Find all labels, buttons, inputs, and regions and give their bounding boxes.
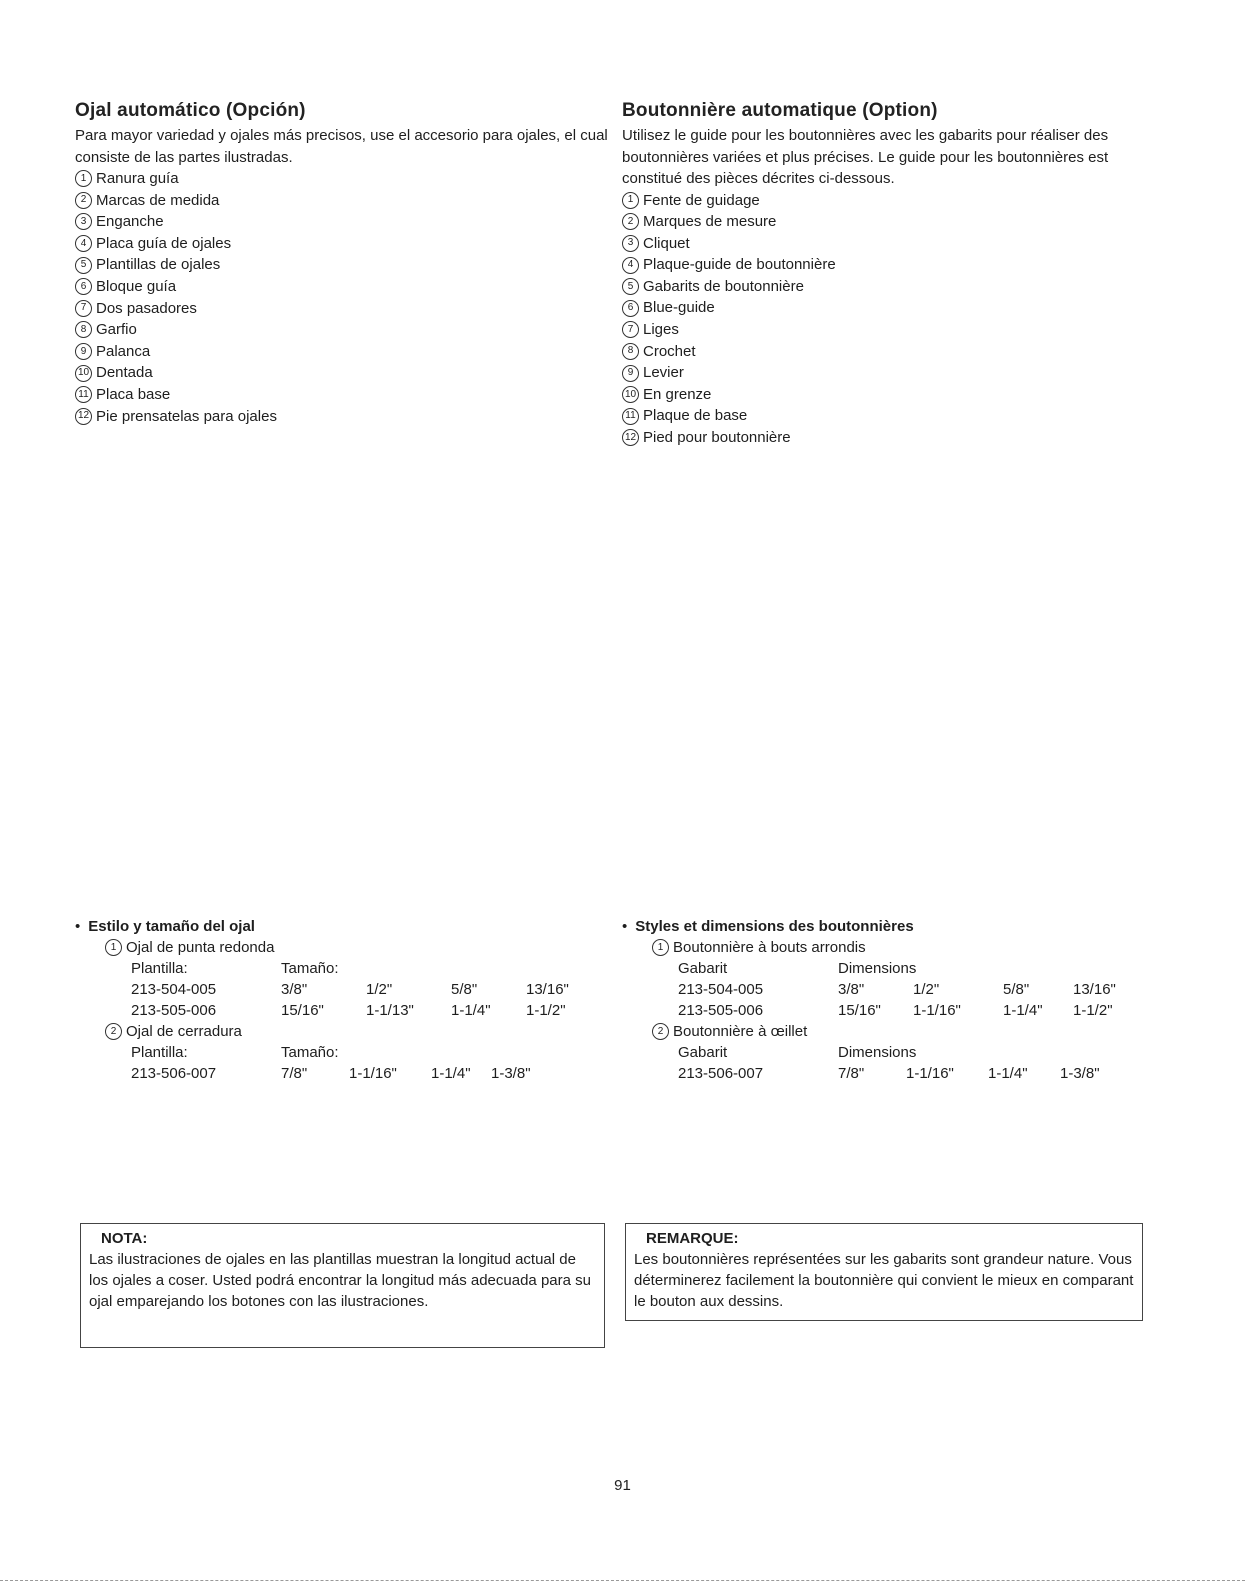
es-part-label: Placa guía de ojales bbox=[96, 234, 232, 252]
fr-part-label: Marques de mesure bbox=[643, 213, 777, 231]
es-part-label: Dos pasadores bbox=[96, 299, 197, 317]
circled-number: 5 bbox=[622, 278, 639, 295]
fr-note-text: Les boutonnières représentées sur les gabarits sont grandeur nature. Vous déterminerez facilement la boutonnière qui convient le mieux en comparant le bouton aux dessins. bbox=[634, 1251, 1134, 1310]
fr-part-label: Liges bbox=[643, 321, 679, 339]
es-style-1-table bbox=[131, 958, 569, 1021]
es-styles-heading bbox=[75, 916, 610, 937]
size-cell: 15/16" bbox=[838, 1002, 881, 1019]
es-part-label: Marcas de medida bbox=[96, 191, 220, 209]
circled-number: 12 bbox=[75, 408, 92, 425]
size-cell: 1-3/8" bbox=[491, 1065, 531, 1082]
fr-part-item bbox=[622, 427, 1157, 449]
fr-part-item bbox=[622, 405, 1157, 427]
es-part-label: Plantillas de ojales bbox=[96, 256, 221, 274]
es-part-item bbox=[75, 190, 610, 212]
es-style-2 bbox=[105, 1021, 610, 1084]
circled-number: 2 bbox=[622, 213, 639, 230]
fr-part-label: Levier bbox=[643, 364, 684, 382]
circled-number: 7 bbox=[622, 321, 639, 338]
fr-part-item bbox=[622, 384, 1157, 406]
fr-part-label: Pied pour boutonnière bbox=[643, 429, 791, 447]
es-style-1 bbox=[105, 937, 610, 1021]
col-template-header: Plantilla: bbox=[131, 960, 188, 977]
fr-part-label: En grenze bbox=[643, 385, 712, 403]
fr-styles-heading-text: Styles et dimensions des boutonnières bbox=[635, 918, 914, 935]
table-row bbox=[678, 1063, 1100, 1084]
table-header-row bbox=[678, 958, 1116, 979]
col-template-header: Gabarit bbox=[678, 960, 728, 977]
col-template-header: Plantilla: bbox=[131, 1044, 188, 1061]
col-size-header: Tamaño: bbox=[281, 960, 339, 977]
fr-part-label: Crochet bbox=[643, 342, 696, 360]
template-code: 213-505-006 bbox=[131, 1002, 217, 1019]
size-cell: 5/8" bbox=[451, 981, 478, 998]
es-style-2-table bbox=[131, 1042, 531, 1084]
es-part-item bbox=[75, 384, 610, 406]
circled-number: 2 bbox=[75, 192, 92, 209]
circled-number: 3 bbox=[622, 235, 639, 252]
circled-number: 4 bbox=[622, 257, 639, 274]
col-size-header: Tamaño: bbox=[281, 1044, 339, 1061]
circled-number: 1 bbox=[75, 170, 92, 187]
es-part-label: Ranura guía bbox=[96, 170, 179, 187]
es-note-title: NOTA: bbox=[101, 1230, 148, 1247]
fr-styles-section bbox=[622, 916, 1157, 1084]
size-cell: 1-1/4" bbox=[431, 1065, 471, 1082]
es-parts-list bbox=[75, 168, 610, 427]
size-cell: 1/2" bbox=[366, 981, 393, 998]
table-row bbox=[131, 1063, 531, 1084]
circled-number: 9 bbox=[622, 365, 639, 382]
circled-number: 8 bbox=[75, 321, 92, 338]
es-style-2-label: Ojal de cerradura bbox=[126, 1023, 242, 1040]
fr-intro-section bbox=[622, 100, 1157, 449]
fr-style-1 bbox=[652, 937, 1157, 1021]
circled-number: 12 bbox=[622, 429, 639, 446]
circled-number: 9 bbox=[75, 343, 92, 360]
es-part-label: Enganche bbox=[96, 213, 164, 231]
fr-part-label: Fente de guidage bbox=[643, 191, 760, 209]
circled-number: 2 bbox=[652, 1023, 669, 1040]
circled-number: 4 bbox=[75, 235, 92, 252]
fr-part-item bbox=[622, 319, 1157, 341]
size-cell: 1-1/2" bbox=[526, 1002, 566, 1019]
fr-part-item bbox=[622, 276, 1157, 298]
circled-number: 11 bbox=[75, 386, 92, 403]
size-cell: 5/8" bbox=[1003, 981, 1030, 998]
es-part-item bbox=[75, 233, 610, 255]
es-part-label: Palanca bbox=[96, 342, 151, 360]
size-cell: 15/16" bbox=[281, 1002, 324, 1019]
size-cell: 7/8" bbox=[838, 1065, 865, 1082]
fr-part-item bbox=[622, 297, 1157, 319]
size-cell: 1-1/13" bbox=[366, 1002, 414, 1019]
fr-part-label: Blue-guide bbox=[643, 299, 715, 317]
fr-intro-text: Utilisez le guide pour les boutonnières avec les gabarits pour réaliser des boutonnières variées et plus précises. Le guide pour les boutonnières est constitué des pièces décrites ci-dessous. bbox=[622, 127, 1109, 187]
size-cell: 1/2" bbox=[913, 981, 940, 998]
fr-part-label: Gabarits de boutonnière bbox=[643, 277, 804, 295]
fr-part-item bbox=[622, 233, 1157, 255]
fr-part-item bbox=[622, 362, 1157, 384]
circled-number: 2 bbox=[105, 1023, 122, 1040]
size-cell: 3/8" bbox=[838, 981, 865, 998]
fr-style-2 bbox=[652, 1021, 1157, 1084]
es-styles-section bbox=[75, 916, 610, 1084]
table-header-row bbox=[131, 958, 569, 979]
table-header-row bbox=[131, 1042, 531, 1063]
fr-style-1-table bbox=[678, 958, 1116, 1021]
size-cell: 1-1/16" bbox=[906, 1065, 954, 1082]
table-header-row bbox=[678, 1042, 1100, 1063]
es-part-label: Placa base bbox=[96, 385, 171, 403]
circled-number: 3 bbox=[75, 213, 92, 230]
circled-number: 10 bbox=[622, 386, 639, 403]
page-number: 91 bbox=[614, 1477, 631, 1494]
es-part-item bbox=[75, 341, 610, 363]
es-part-label: Bloque guía bbox=[96, 277, 177, 295]
circled-number: 5 bbox=[75, 257, 92, 274]
template-code: 213-504-005 bbox=[131, 981, 217, 998]
fr-note-title: REMARQUE: bbox=[646, 1230, 739, 1247]
es-part-item bbox=[75, 298, 610, 320]
es-part-item bbox=[75, 168, 610, 190]
fr-style-2-name bbox=[652, 1021, 1157, 1042]
table-row bbox=[131, 979, 569, 1000]
size-cell: 7/8" bbox=[281, 1065, 308, 1082]
es-part-label: Dentada bbox=[96, 364, 153, 382]
bullet-icon: • bbox=[75, 918, 81, 935]
es-part-label: Garfio bbox=[96, 321, 137, 339]
es-note-box bbox=[80, 1223, 605, 1348]
circled-number: 1 bbox=[652, 939, 669, 956]
col-size-header: Dimensions bbox=[838, 1044, 917, 1061]
fr-style-2-label: Boutonnière à œillet bbox=[673, 1023, 808, 1040]
es-intro-text: Para mayor variedad y ojales más precisos, use el accesorio para ojales, el cual consiste de las partes ilustradas. bbox=[75, 127, 608, 166]
circled-number: 6 bbox=[622, 300, 639, 317]
size-cell: 1-3/8" bbox=[1060, 1065, 1100, 1082]
template-code: 213-505-006 bbox=[678, 1002, 764, 1019]
fr-part-item bbox=[622, 341, 1157, 363]
fr-style-1-label: Boutonnière à bouts arrondis bbox=[673, 939, 866, 956]
es-intro-section bbox=[75, 100, 610, 427]
circled-number: 7 bbox=[75, 300, 92, 317]
fr-style-2-table bbox=[678, 1042, 1100, 1084]
fr-part-label: Plaque de base bbox=[643, 407, 748, 425]
es-part-item bbox=[75, 254, 610, 276]
es-section-title: Ojal automático (Opción) bbox=[75, 100, 306, 121]
size-cell: 1-1/4" bbox=[988, 1065, 1028, 1082]
circled-number: 1 bbox=[105, 939, 122, 956]
fr-style-1-name bbox=[652, 937, 1157, 958]
bullet-icon: • bbox=[622, 918, 628, 935]
es-part-item bbox=[75, 362, 610, 384]
size-cell: 1-1/4" bbox=[1003, 1002, 1043, 1019]
size-cell: 3/8" bbox=[281, 981, 308, 998]
es-style-1-label: Ojal de punta redonda bbox=[126, 939, 275, 956]
size-cell: 1-1/2" bbox=[1073, 1002, 1113, 1019]
es-part-item bbox=[75, 211, 610, 233]
es-part-item bbox=[75, 319, 610, 341]
table-row bbox=[678, 1000, 1116, 1021]
table-row bbox=[678, 979, 1116, 1000]
bottom-divider bbox=[0, 1580, 1245, 1581]
template-code: 213-506-007 bbox=[678, 1065, 764, 1082]
fr-parts-list bbox=[622, 190, 1157, 449]
circled-number: 11 bbox=[622, 408, 639, 425]
fr-part-label: Plaque-guide de boutonnière bbox=[643, 256, 836, 274]
fr-part-item bbox=[622, 211, 1157, 233]
circled-number: 6 bbox=[75, 278, 92, 295]
es-part-item bbox=[75, 276, 610, 298]
size-cell: 13/16" bbox=[526, 981, 569, 998]
size-cell: 1-1/16" bbox=[349, 1065, 397, 1082]
size-cell: 13/16" bbox=[1073, 981, 1116, 998]
es-style-2-name bbox=[105, 1021, 610, 1042]
fr-part-label: Cliquet bbox=[643, 234, 690, 252]
circled-number: 10 bbox=[75, 365, 92, 382]
es-part-label: Pie prensatelas para ojales bbox=[96, 407, 277, 425]
size-cell: 1-1/4" bbox=[451, 1002, 491, 1019]
fr-part-item bbox=[622, 254, 1157, 276]
fr-note-box bbox=[625, 1223, 1143, 1321]
template-code: 213-506-007 bbox=[131, 1065, 217, 1082]
circled-number: 8 bbox=[622, 343, 639, 360]
col-size-header: Dimensions bbox=[838, 960, 917, 977]
table-row bbox=[131, 1000, 569, 1021]
fr-section-title: Boutonnière automatique (Option) bbox=[622, 100, 938, 121]
fr-styles-heading bbox=[622, 916, 1157, 937]
circled-number: 1 bbox=[622, 192, 639, 209]
es-style-1-name bbox=[105, 937, 610, 958]
es-part-item bbox=[75, 406, 610, 428]
es-note-text: Las ilustraciones de ojales en las plantillas muestran la longitud actual de los ojales a coser. Usted podrá encontrar la longitud más adecuada para su ojal emparejando los botones con las ilustraciones. bbox=[89, 1251, 591, 1310]
es-styles-heading-text: Estilo y tamaño del ojal bbox=[88, 918, 255, 935]
col-template-header: Gabarit bbox=[678, 1044, 728, 1061]
fr-part-item bbox=[622, 190, 1157, 212]
template-code: 213-504-005 bbox=[678, 981, 764, 998]
size-cell: 1-1/16" bbox=[913, 1002, 961, 1019]
